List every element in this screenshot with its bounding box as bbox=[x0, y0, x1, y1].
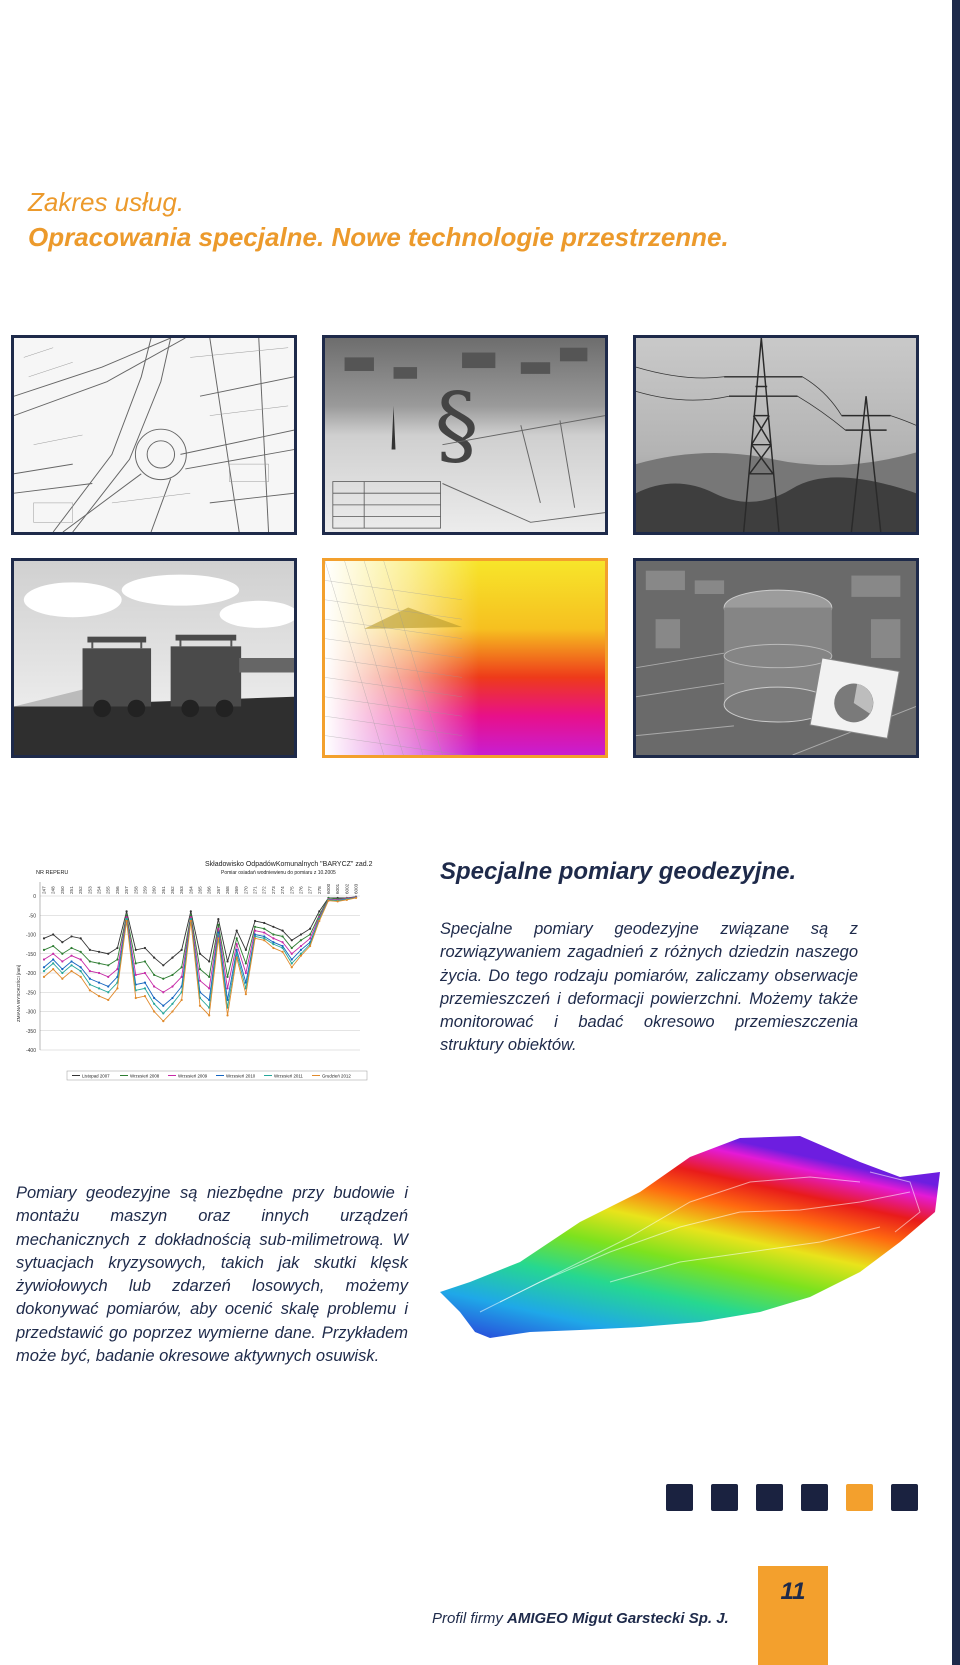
gradient-model-image bbox=[322, 558, 608, 758]
data-point bbox=[300, 939, 302, 941]
data-point bbox=[98, 962, 100, 964]
y-tick-label: -50 bbox=[28, 913, 36, 920]
data-point bbox=[61, 972, 63, 974]
data-point bbox=[98, 982, 100, 984]
svg-text:§: § bbox=[434, 373, 479, 476]
data-point bbox=[89, 983, 91, 985]
data-point bbox=[61, 953, 63, 955]
navy-square-2 bbox=[711, 1484, 738, 1511]
data-point bbox=[327, 900, 329, 902]
x-tick-label: 273 bbox=[270, 886, 276, 894]
x-tick-label: 256 bbox=[114, 886, 120, 894]
footer-company-name: AMIGEO Migut Garstecki Sp. J. bbox=[507, 1610, 729, 1627]
data-point bbox=[199, 1005, 201, 1007]
data-point bbox=[61, 941, 63, 943]
settlement-line-chart bbox=[12, 852, 384, 1102]
data-point bbox=[144, 987, 146, 989]
chart-subtitle: Pomiar osiadań wodniewienu do pomiaru z 10.2005 bbox=[221, 870, 336, 876]
footer-prefix: Profil firmy bbox=[432, 1610, 507, 1627]
data-point bbox=[263, 937, 265, 939]
data-point bbox=[116, 958, 118, 960]
data-point bbox=[309, 945, 311, 947]
data-point bbox=[107, 953, 109, 955]
x-tick-label: 262 bbox=[169, 886, 175, 894]
data-point bbox=[116, 947, 118, 949]
data-point bbox=[254, 920, 256, 922]
data-point bbox=[162, 991, 164, 993]
x-tick-label: 278 bbox=[316, 886, 322, 894]
data-point bbox=[226, 1014, 228, 1016]
decorative-squares bbox=[666, 1484, 918, 1511]
series-line bbox=[44, 898, 356, 1014]
data-point bbox=[263, 922, 265, 924]
series-line bbox=[44, 898, 356, 1021]
data-point bbox=[355, 897, 357, 899]
data-point bbox=[144, 960, 146, 962]
aerial-tank-image bbox=[633, 558, 919, 758]
data-point bbox=[217, 928, 219, 930]
data-point bbox=[281, 945, 283, 947]
data-point bbox=[171, 974, 173, 976]
x-tick-label: 271 bbox=[252, 886, 258, 894]
data-point bbox=[52, 968, 54, 970]
data-point bbox=[272, 947, 274, 949]
data-point bbox=[190, 914, 192, 916]
data-point bbox=[80, 951, 82, 953]
data-point bbox=[153, 1010, 155, 1012]
data-point bbox=[236, 953, 238, 955]
x-tick-label: 6002 bbox=[344, 883, 350, 894]
x-tick-label: 254 bbox=[96, 886, 102, 894]
orange-square bbox=[846, 1484, 873, 1511]
data-point bbox=[226, 960, 228, 962]
data-point bbox=[162, 1020, 164, 1022]
section-paragraph-2: Pomiary geodezyjne są niezbędne przy budowie i montażu maszyn oraz innych urządzeń mechanicznych z dokładnością sub-milimetrową. W sytuacjach kryzysowych, takich jak skutki klęsk żywiołowych lub zdarzeń losowych, możemy dokonywać pomiarów, aby ocenić skalę problemu i przedstawić go poprzez wymierne dane. Przykładem może być, badanie okresowe aktywnych osuwisk. bbox=[16, 1184, 408, 1366]
x-tick-label: 253 bbox=[87, 886, 93, 894]
data-point bbox=[144, 947, 146, 949]
data-point bbox=[272, 943, 274, 945]
data-point bbox=[236, 930, 238, 932]
x-tick-label: 264 bbox=[188, 886, 194, 894]
legend-label: Listopad 2007 bbox=[82, 1073, 110, 1079]
data-point bbox=[107, 991, 109, 993]
data-point bbox=[125, 920, 127, 922]
series-line bbox=[44, 897, 356, 966]
section-title: Specjalne pomiary geodezyjne. bbox=[440, 858, 797, 885]
data-point bbox=[281, 941, 283, 943]
data-point bbox=[171, 957, 173, 959]
x-tick-label: 272 bbox=[261, 886, 267, 894]
cadastral-map-image bbox=[322, 335, 608, 535]
data-point bbox=[190, 916, 192, 918]
data-point bbox=[153, 957, 155, 959]
page-number: 11 bbox=[780, 1578, 806, 1605]
data-point bbox=[125, 918, 127, 920]
power-lines-image bbox=[633, 335, 919, 535]
data-point bbox=[98, 951, 100, 953]
data-point bbox=[162, 1012, 164, 1014]
x-tick-label: 6003 bbox=[353, 883, 359, 894]
data-point bbox=[272, 937, 274, 939]
data-point bbox=[153, 974, 155, 976]
paving-machines-image bbox=[11, 558, 297, 758]
data-point bbox=[70, 955, 72, 957]
page-number-box bbox=[758, 1566, 828, 1665]
x-tick-label: 251 bbox=[69, 886, 75, 894]
data-point bbox=[300, 945, 302, 947]
y-tick-label: -100 bbox=[25, 932, 36, 939]
data-point bbox=[281, 951, 283, 953]
data-point bbox=[135, 962, 137, 964]
data-point bbox=[226, 987, 228, 989]
data-point bbox=[80, 970, 82, 972]
data-point bbox=[144, 972, 146, 974]
data-point bbox=[43, 949, 45, 951]
data-point bbox=[116, 987, 118, 989]
data-point bbox=[153, 1003, 155, 1005]
y-tick-label: -150 bbox=[25, 951, 36, 958]
data-point bbox=[171, 985, 173, 987]
section-paragraph-1: Specjalne pomiary geodezyjne związane są z rozwiązywaniem zagadnień z różnych dziedzin naszego życia. Do tego rodzaju pomiarów, zaliczamy obserwacje przemieszczeń i deformacji powierzchni. Możemy także monitorować i badać okresowo przemieszczenia struktury obiektów. bbox=[440, 920, 858, 1055]
data-point bbox=[80, 976, 82, 978]
data-point bbox=[162, 1005, 164, 1007]
x-tick-label: 6000 bbox=[325, 883, 331, 894]
data-point bbox=[281, 930, 283, 932]
data-point bbox=[190, 910, 192, 912]
data-point bbox=[70, 960, 72, 962]
data-point bbox=[52, 958, 54, 960]
x-tick-label: 277 bbox=[307, 886, 313, 894]
navy-square-1 bbox=[666, 1484, 693, 1511]
x-tick-label: 6001 bbox=[335, 883, 341, 894]
y-tick-label: -400 bbox=[25, 1048, 36, 1054]
chart-corner-label: NR REPERU bbox=[36, 870, 69, 876]
data-point bbox=[125, 914, 127, 916]
data-point bbox=[236, 937, 238, 939]
data-point bbox=[135, 949, 137, 951]
x-tick-label: 263 bbox=[179, 886, 185, 894]
x-tick-label: 265 bbox=[197, 886, 203, 894]
data-point bbox=[181, 999, 183, 1001]
heading-line-1: Zakres usług. bbox=[28, 187, 185, 217]
data-point bbox=[245, 962, 247, 964]
data-point bbox=[171, 1003, 173, 1005]
data-point bbox=[226, 976, 228, 978]
data-point bbox=[281, 935, 283, 937]
data-point bbox=[309, 928, 311, 930]
data-point bbox=[272, 926, 274, 928]
data-point bbox=[236, 949, 238, 951]
x-tick-label: 252 bbox=[78, 886, 84, 894]
data-point bbox=[144, 995, 146, 997]
data-point bbox=[61, 960, 63, 962]
chart-ylabel: ZMIANA WYSOKOŚCI [mm] bbox=[16, 964, 21, 1022]
data-point bbox=[346, 899, 348, 901]
data-point bbox=[199, 968, 201, 970]
data-point bbox=[52, 933, 54, 935]
data-point bbox=[52, 953, 54, 955]
data-point bbox=[263, 935, 265, 937]
data-point bbox=[291, 958, 293, 960]
data-point bbox=[61, 978, 63, 980]
data-point bbox=[107, 964, 109, 966]
data-point bbox=[263, 931, 265, 933]
legend-label: Wrzesień 2009 bbox=[178, 1073, 208, 1079]
data-point bbox=[208, 1014, 210, 1016]
data-point bbox=[89, 970, 91, 972]
data-point bbox=[300, 933, 302, 935]
legend-label: Grudzień 2012 bbox=[322, 1073, 351, 1079]
data-point bbox=[125, 910, 127, 912]
legend-label: Wrzesień 2011 bbox=[274, 1073, 303, 1079]
legend-label: Wrzesień 2010 bbox=[226, 1073, 256, 1079]
heading-line-2: Opracowania specjalne. Nowe technologie przestrzenne. bbox=[28, 222, 729, 252]
data-point bbox=[291, 939, 293, 941]
data-point bbox=[300, 949, 302, 951]
survey-map-drawing-image bbox=[11, 335, 297, 535]
y-tick-label: 0 bbox=[33, 894, 36, 900]
data-point bbox=[70, 935, 72, 937]
data-point bbox=[153, 985, 155, 987]
legend-label: Wrzesień 2008 bbox=[130, 1073, 160, 1079]
data-point bbox=[199, 953, 201, 955]
data-point bbox=[337, 900, 339, 902]
data-point bbox=[144, 982, 146, 984]
data-point bbox=[89, 960, 91, 962]
data-point bbox=[254, 930, 256, 932]
data-point bbox=[236, 957, 238, 959]
chart-title: Składowisko OdpadówKomunalnych "BARYCZ" zad.2 bbox=[205, 861, 373, 868]
data-point bbox=[318, 910, 320, 912]
y-tick-label: -300 bbox=[25, 1009, 36, 1016]
data-point bbox=[70, 947, 72, 949]
data-point bbox=[254, 926, 256, 928]
x-tick-label: 255 bbox=[105, 886, 111, 894]
x-tick-label: 274 bbox=[280, 886, 286, 894]
data-point bbox=[181, 966, 183, 968]
data-point bbox=[217, 918, 219, 920]
x-tick-label: 269 bbox=[234, 886, 240, 894]
navy-square-4 bbox=[801, 1484, 828, 1511]
data-point bbox=[318, 920, 320, 922]
data-point bbox=[291, 966, 293, 968]
data-point bbox=[162, 964, 164, 966]
data-point bbox=[162, 978, 164, 980]
data-point bbox=[125, 916, 127, 918]
data-point bbox=[98, 987, 100, 989]
data-point bbox=[89, 978, 91, 980]
data-point bbox=[190, 918, 192, 920]
x-tick-label: 270 bbox=[243, 886, 249, 894]
data-point bbox=[43, 970, 45, 972]
x-tick-label: 267 bbox=[215, 886, 221, 894]
x-tick-label: 261 bbox=[160, 886, 166, 894]
x-tick-label: 257 bbox=[124, 886, 130, 894]
data-point bbox=[254, 935, 256, 937]
data-point bbox=[43, 958, 45, 960]
data-point bbox=[89, 989, 91, 991]
data-point bbox=[107, 999, 109, 1001]
data-point bbox=[80, 937, 82, 939]
y-tick-label: -200 bbox=[25, 971, 36, 977]
data-point bbox=[52, 945, 54, 947]
data-point bbox=[263, 928, 265, 930]
data-point bbox=[217, 931, 219, 933]
data-point bbox=[263, 939, 265, 941]
data-point bbox=[70, 970, 72, 972]
data-point bbox=[181, 949, 183, 951]
data-point bbox=[245, 993, 247, 995]
data-point bbox=[208, 976, 210, 978]
data-point bbox=[208, 987, 210, 989]
data-point bbox=[300, 955, 302, 957]
x-tick-label: 260 bbox=[151, 886, 157, 894]
terrain-3d-model-image bbox=[440, 1132, 940, 1372]
data-point bbox=[107, 976, 109, 978]
data-point bbox=[291, 947, 293, 949]
data-point bbox=[236, 943, 238, 945]
x-tick-label: 266 bbox=[206, 886, 212, 894]
footer-company bbox=[432, 1610, 729, 1627]
data-point bbox=[171, 997, 173, 999]
x-tick-label: 247 bbox=[41, 886, 47, 894]
data-point bbox=[245, 949, 247, 951]
data-point bbox=[272, 941, 274, 943]
navy-square-3 bbox=[756, 1484, 783, 1511]
data-point bbox=[171, 1010, 173, 1012]
x-tick-label: 258 bbox=[133, 886, 139, 894]
page-heading bbox=[28, 185, 729, 255]
x-tick-label: 250 bbox=[59, 886, 65, 894]
data-point bbox=[135, 997, 137, 999]
x-tick-label: 275 bbox=[289, 886, 295, 894]
data-point bbox=[135, 974, 137, 976]
data-point bbox=[217, 924, 219, 926]
data-point bbox=[52, 962, 54, 964]
data-point bbox=[80, 966, 82, 968]
right-edge-bar bbox=[952, 0, 960, 1665]
data-point bbox=[43, 937, 45, 939]
data-point bbox=[89, 949, 91, 951]
data-point bbox=[208, 960, 210, 962]
data-point bbox=[107, 985, 109, 987]
data-point bbox=[43, 976, 45, 978]
data-point bbox=[61, 968, 63, 970]
data-point bbox=[281, 947, 283, 949]
x-tick-label: 268 bbox=[225, 886, 231, 894]
data-point bbox=[291, 962, 293, 964]
y-tick-label: -250 bbox=[25, 990, 36, 997]
data-point bbox=[254, 933, 256, 935]
data-point bbox=[80, 958, 82, 960]
x-tick-label: 248 bbox=[50, 886, 56, 894]
data-point bbox=[190, 920, 192, 922]
x-tick-label: 259 bbox=[142, 886, 148, 894]
data-point bbox=[199, 980, 201, 982]
data-point bbox=[98, 995, 100, 997]
data-point bbox=[217, 933, 219, 935]
data-point bbox=[254, 937, 256, 939]
data-point bbox=[70, 964, 72, 966]
x-tick-label: 276 bbox=[298, 886, 304, 894]
data-point bbox=[309, 933, 311, 935]
y-tick-label: -350 bbox=[25, 1028, 36, 1035]
data-point bbox=[245, 972, 247, 974]
data-point bbox=[217, 937, 219, 939]
data-point bbox=[43, 966, 45, 968]
data-point bbox=[272, 933, 274, 935]
data-point bbox=[98, 972, 100, 974]
data-point bbox=[153, 997, 155, 999]
data-point bbox=[291, 953, 293, 955]
navy-square-5 bbox=[891, 1484, 918, 1511]
